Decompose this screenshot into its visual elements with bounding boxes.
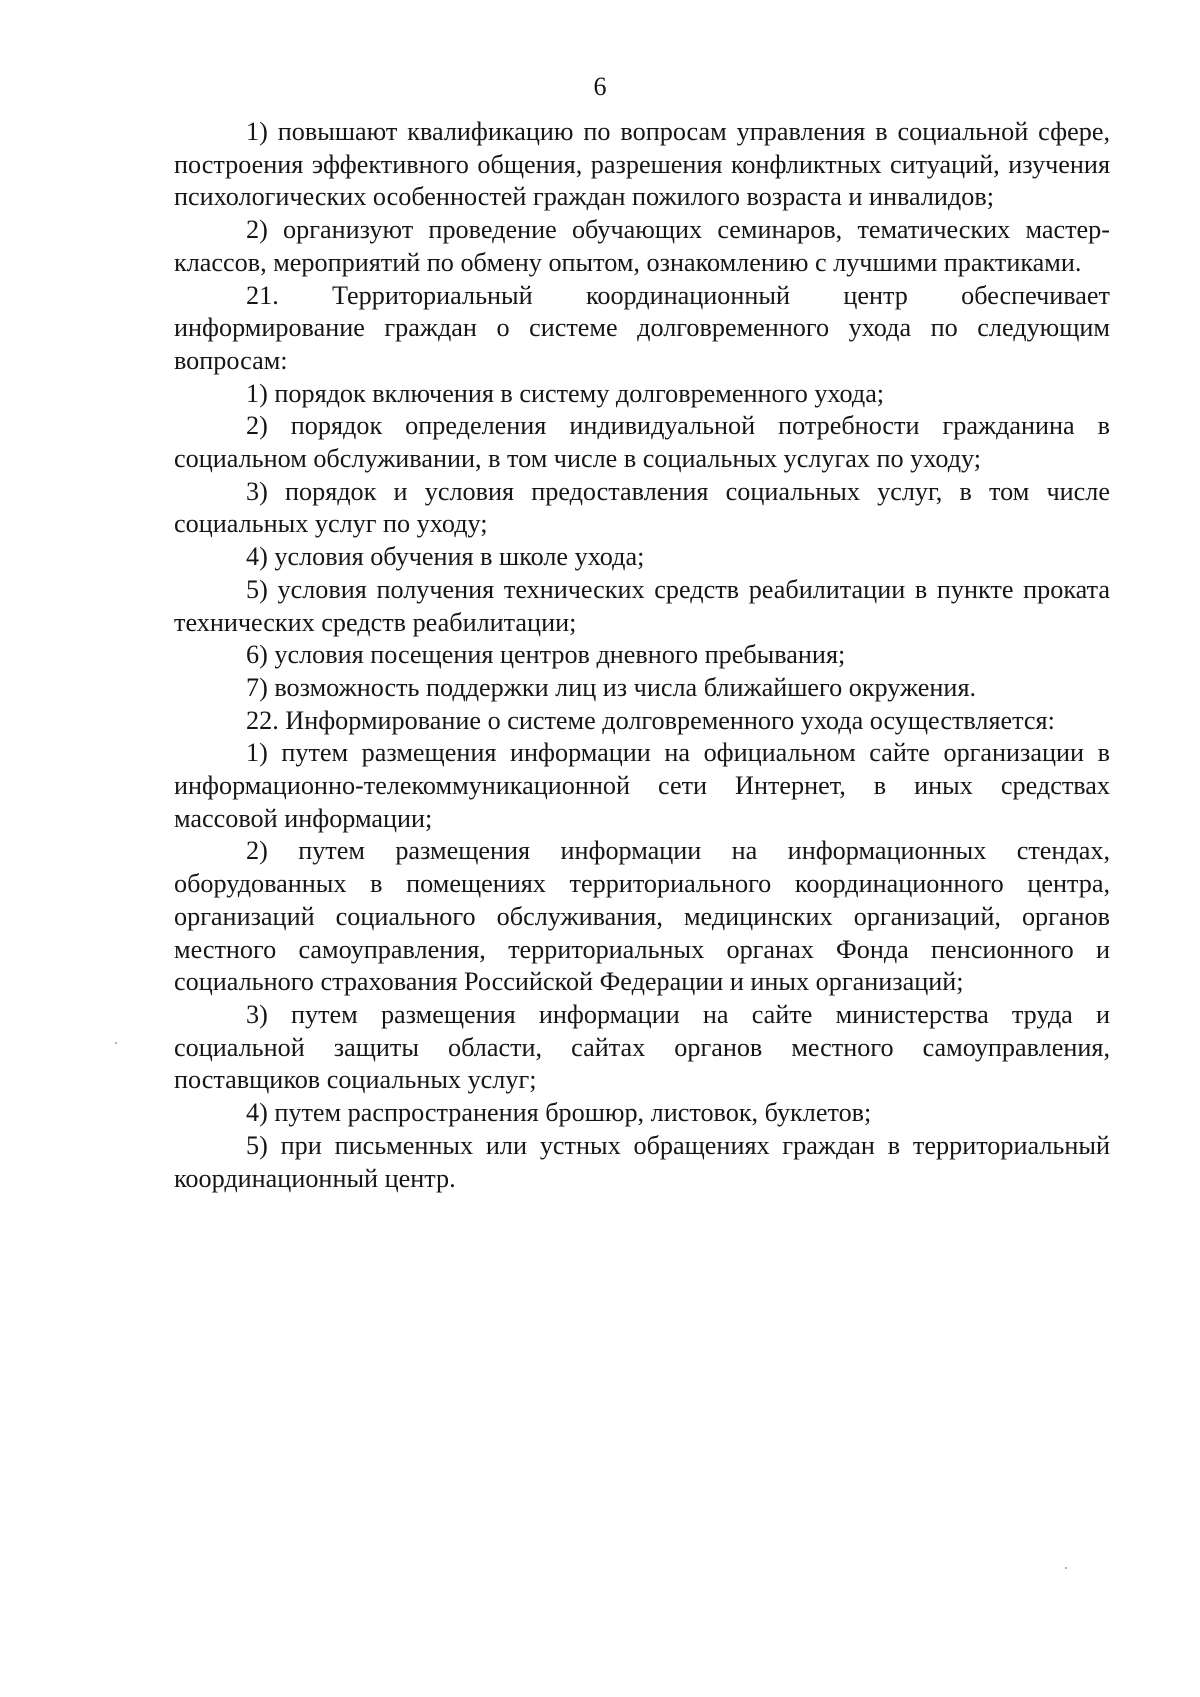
paragraph: 2) путем размещения информации на информационных стендах, оборудованных в помещениях территориального координационного центра, организаций социального обслуживания, медицинских организаций, органов местного самоуправления, территориальных органах Фонда пенсионного и социального страхования Российской Федерации и иных организаций; — [174, 836, 1110, 997]
paragraph: 3) порядок и условия предоставления социальных услуг, в том числе социальных услуг по уходу; — [174, 476, 1110, 539]
paragraph: 3) путем размещения информации на сайте министерства труда и социальной защиты области, сайтах органов местного самоуправления, поставщиков социальных услуг; — [174, 999, 1110, 1095]
paragraph: 5) условия получения технических средств реабилитации в пункте проката технических средств реабилитации; — [174, 574, 1110, 637]
paragraph: 22. Информирование о системе долговременного ухода осуществляется: — [246, 705, 1055, 735]
paragraph: 2) порядок определения индивидуальной потребности гражданина в социальном обслуживании, в том числе в социальных услугах по уходу; — [174, 411, 1110, 474]
paragraph: 6) условия посещения центров дневного пребывания; — [246, 640, 846, 670]
scan-speck — [1065, 1567, 1067, 1569]
paragraph: 1) путем размещения информации на официальном сайте организации в информационно-телекоммуникационной сети Интернет, в иных средствах массовой информации; — [174, 738, 1110, 833]
paragraph: 7) возможность поддержки лиц из числа ближайшего окружения. — [246, 672, 977, 702]
page-number: 6 — [593, 72, 607, 101]
paragraph: 5) при письменных или устных обращениях граждан в территориальный координационный центр. — [174, 1130, 1110, 1193]
paragraph: 4) путем распространения брошюр, листовок, буклетов; — [246, 1098, 872, 1128]
paragraph: 1) повышают квалификацию по вопросам управления в социальной сфере, построения эффективного общения, разрешения конфликтных ситуаций, изучения психологических особенностей граждан пожилого возраста и инвалидов; — [174, 117, 1110, 212]
scan-speck — [115, 1042, 117, 1044]
paragraph: 4) условия обучения в школе ухода; — [246, 542, 645, 572]
paragraph: 2) организуют проведение обучающих семинаров, тематических мастер-классов, мероприятий по обмену опытом, ознакомлению с лучшими практиками. — [174, 215, 1110, 277]
paragraph: 1) порядок включения в систему долговременного ухода; — [246, 378, 885, 408]
document-body — [174, 116, 1110, 1195]
paragraph: 21. Территориальный координационный центр обеспечивает информирование граждан о системе долговременного ухода по следующим вопросам: — [174, 280, 1110, 375]
